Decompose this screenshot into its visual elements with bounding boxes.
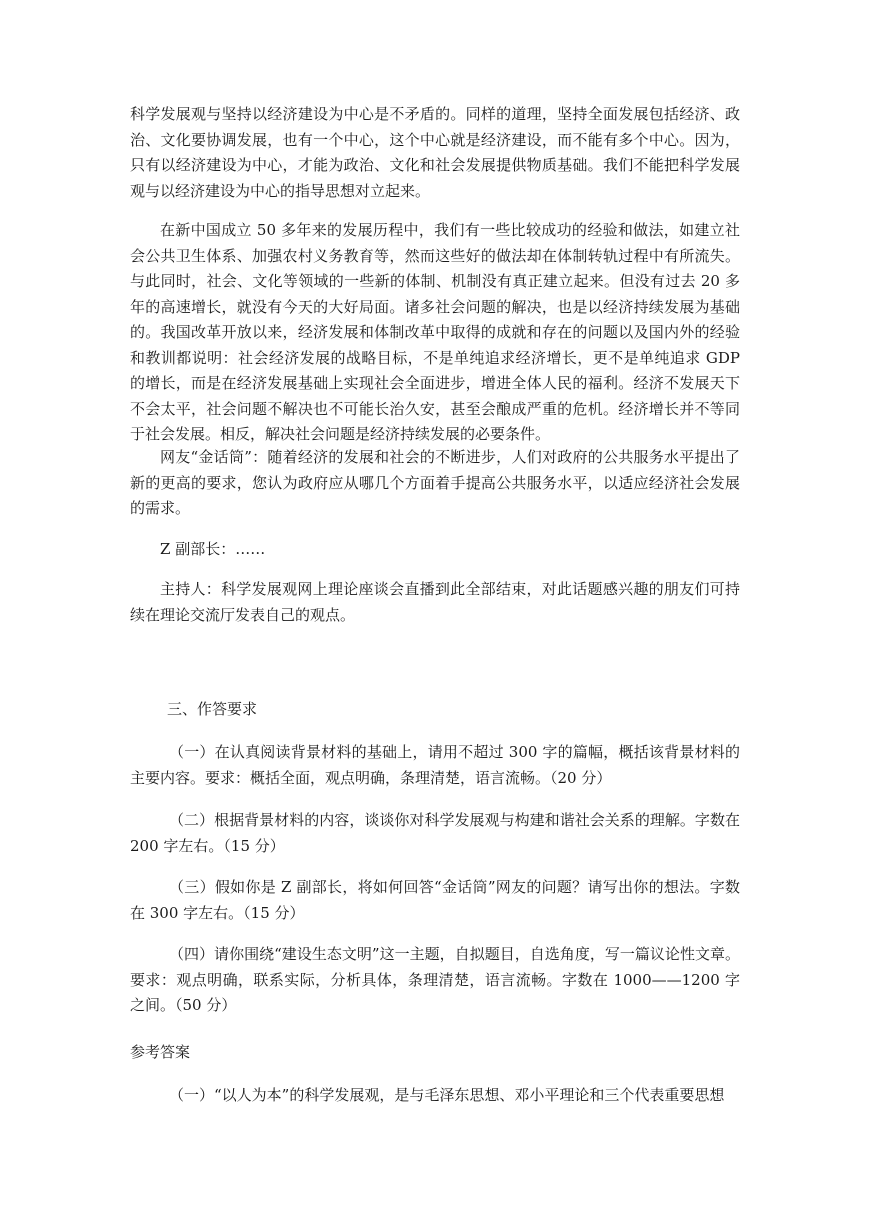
paragraph-4: Z 副部长：……	[160, 540, 266, 558]
paragraph-3: 网友“金话筒”：随着经济的发展和社会的不断进步，人们对政府的公共服务水平提出了新的更高的要求，您认为政府应从哪几个方面着手提高公共服务水平，以适应经济社会发展的需求。	[130, 448, 740, 517]
question-2: （二）根据背景材料的内容，谈谈你对科学发展观与构建和谐社会关系的理解。字数在 200 字左右。（15 分）	[130, 811, 740, 855]
answers-heading: 参考答案	[130, 1043, 191, 1061]
section-3-heading: 三、作答要求	[167, 700, 258, 718]
paragraph-5: 主持人：科学发展观网上理论座谈会直播到此全部结束，对此话题感兴趣的朋友们可持续在理论交流厅发表自己的观点。	[130, 580, 740, 624]
answer-1: （一）“以人为本”的科学发展观，是与毛泽东思想、邓小平理论和三个代表重要思想	[169, 1086, 725, 1104]
question-3: （三）假如你是 Z 副部长，将如何回答“金话筒”网友的问题？请写出你的想法。字数在 300 字左右。（15 分）	[130, 878, 740, 922]
paragraph-2: 在新中国成立 50 多年来的发展历程中，我们有一些比较成功的经验和做法，如建立社会公共卫生体系、加强农村义务教育等，然而这些好的做法却在体制转轨过程中有所流失。与此同时，社会、文化等领域的一些新的体制、机制没有真正建立起来。但没有过去 20 多年的高速增长，就没有今天的大好局面。诸多社会问题的解决，也是以经济持续发展为基础的。我国改革开放以来，经济发展和体制改革中取得的成就和存在的问题以及国内外的经验和教训都说明：社会经济发展的战略目标，不是单纯追求经济增长，更不是单纯追求 GDP 的增长，而是在经济发展基础上实现社会全面进步，增进全体人民的福利。经济不发展天下不会太平，社会问题不解决也不可能长治久安，甚至会酿成严重的危机。经济增长并不等同于社会发展。相反，解决社会问题是经济持续发展的必要条件。	[130, 221, 740, 443]
paragraph-1: 科学发展观与坚持以经济建设为中心是不矛盾的。同样的道理，坚持全面发展包括经济、政治、文化要协调发展，也有一个中心，这个中心就是经济建设，而不能有多个中心。因为，只有以经济建设为中心，才能为政治、文化和社会发展提供物质基础。我们不能把科学发展观与以经济建设为中心的指导思想对立起来。	[130, 105, 740, 200]
question-4: （四）请你围绕“建设生态文明”这一主题，自拟题目，自选角度，写一篇议论性文章。要求：观点明确，联系实际，分析具体，条理清楚，语言流畅。字数在 1000——1200 字之间。（50 分）	[130, 945, 740, 1014]
question-1: （一）在认真阅读背景材料的基础上，请用不超过 300 字的篇幅，概括该背景材料的主要内容。要求：概括全面，观点明确，条理清楚，语言流畅。（20 分）	[130, 743, 740, 787]
